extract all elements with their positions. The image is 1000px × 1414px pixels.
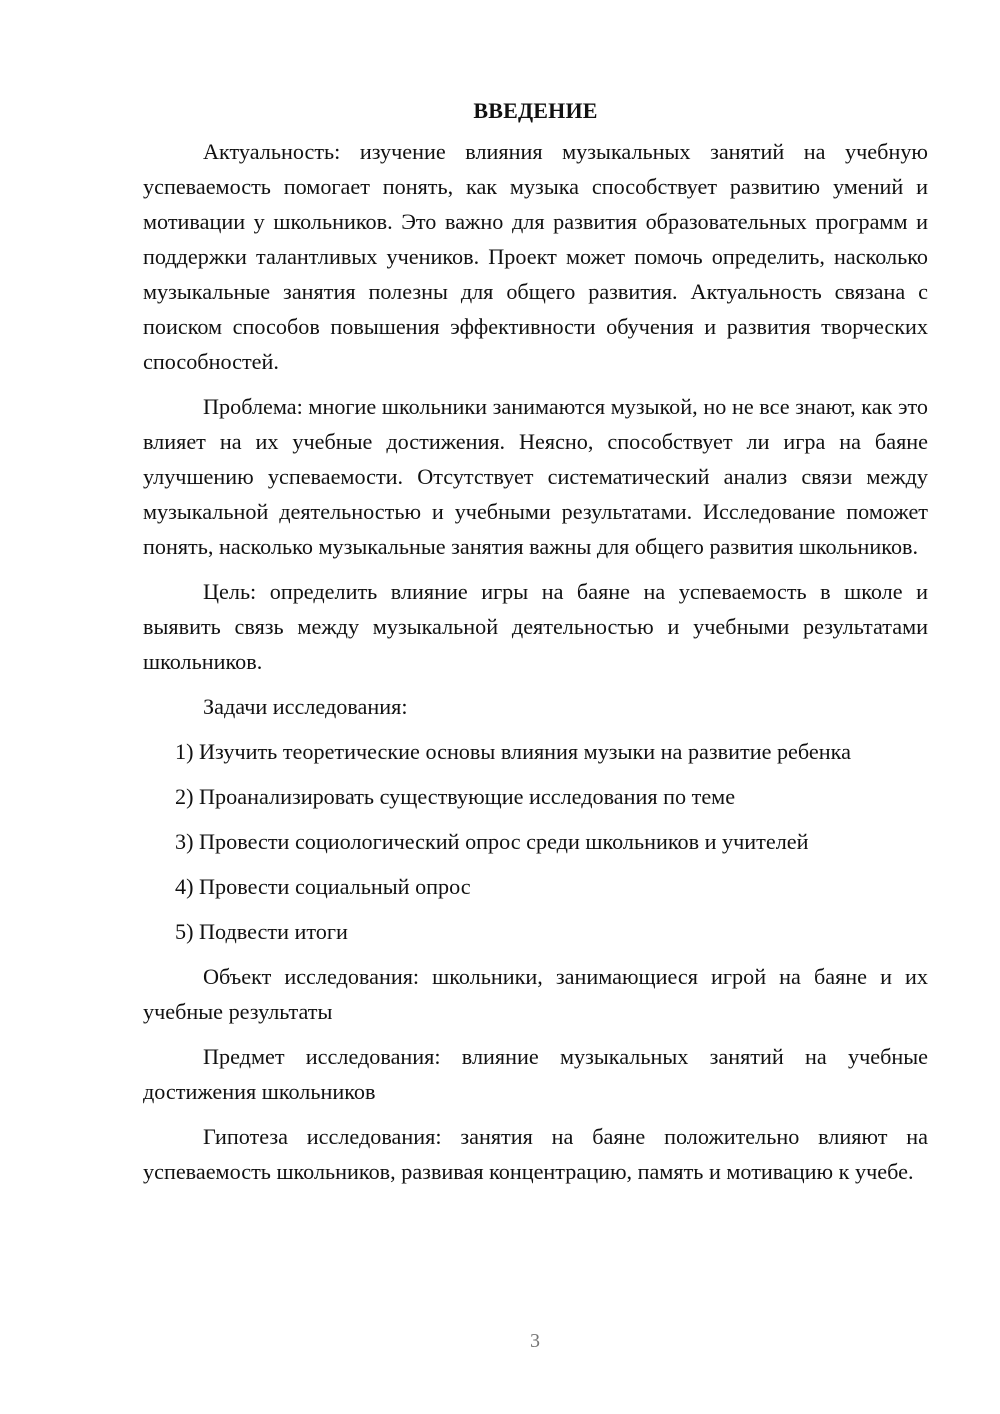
task-item: 5) Подвести итоги	[175, 919, 348, 944]
tasks-list	[143, 734, 928, 949]
page-number: 3	[530, 1330, 540, 1352]
tasks-label: Задачи исследования:	[203, 694, 408, 719]
relevance-paragraph: Актуальность: изучение влияния музыкальных занятий на учебную успеваемость помогает понять, как музыка способствует развитию умений и мотивации у школьников. Это важно для развития образовательных программ и поддержки талантливых учеников. Проект может помочь определить, насколько музыкальные занятия полезны для общего развития. Актуальность связана с поиском способов повышения эффективности обучения и развития творческих способностей.	[143, 139, 928, 374]
document-page	[143, 96, 928, 1199]
problem-paragraph: Проблема: многие школьники занимаются музыкой, но не все знают, как это влияет на их учебные достижения. Неясно, способствует ли игра на баяне улучшению успеваемости. Отсутствует систематический анализ связи между музыкальной деятельностью и учебными результатами. Исследование поможет понять, насколько музыкальные занятия важны для общего развития школьников.	[143, 394, 928, 559]
object-paragraph: Объект исследования: школьники, занимающиеся игрой на баяне и их учебные результаты	[143, 964, 928, 1024]
page-title: ВВЕДЕНИЕ	[473, 98, 598, 123]
task-item: 1) Изучить теоретические основы влияния музыки на развитие ребенка	[175, 739, 851, 764]
hypothesis-paragraph: Гипотеза исследования: занятия на баяне положительно влияют на успеваемость школьников, развивая концентрацию, память и мотивацию к учебе.	[143, 1124, 928, 1184]
subject-paragraph: Предмет исследования: влияние музыкальных занятий на учебные достижения школьников	[143, 1044, 928, 1104]
task-item: 3) Провести социологический опрос среди школьников и учителей	[175, 829, 809, 854]
goal-paragraph: Цель: определить влияние игры на баяне на успеваемость в школе и выявить связь между музыкальной деятельностью и учебными результатами школьников.	[143, 579, 928, 674]
task-item: 4) Провести социальный опрос	[175, 874, 471, 899]
task-item: 2) Проанализировать существующие исследования по теме	[175, 784, 736, 809]
